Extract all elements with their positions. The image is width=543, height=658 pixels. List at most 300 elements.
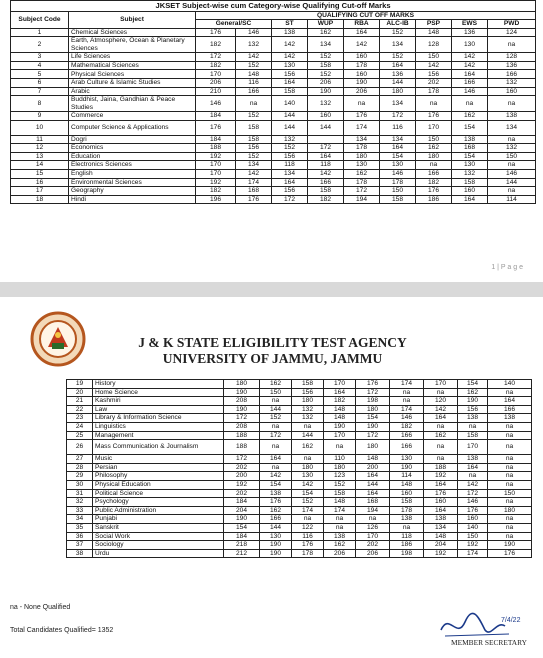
cutoff-mark-cell: 154	[380, 152, 416, 161]
cutoff-mark-cell: 182	[324, 397, 356, 406]
cutoff-mark-cell: 156	[272, 152, 308, 161]
cutoff-mark-cell: 136	[380, 70, 416, 79]
cutoff-mark-cell: na	[416, 161, 452, 170]
cutoff-mark-cell: 184	[224, 532, 260, 541]
cutoff-mark-cell: 202	[224, 463, 260, 472]
table-row	[11, 152, 536, 161]
cutoff-mark-cell: 170	[196, 161, 236, 170]
cutoff-mark-cell: 174	[292, 506, 324, 515]
subject-code-cell: 21	[67, 397, 93, 406]
subject-cell: Hindi	[69, 195, 196, 204]
cutoff-mark-cell: 134	[236, 161, 272, 170]
subject-cell: History	[93, 380, 224, 389]
table-row	[67, 455, 532, 464]
cutoff-mark-cell: 128	[488, 53, 536, 62]
cutoff-mark-cell: 176	[488, 549, 532, 558]
cutoff-mark-cell: 152	[292, 498, 324, 507]
cutoff-mark-cell: 144	[272, 120, 308, 135]
cutoff-mark-cell: 184	[196, 112, 236, 121]
cutoff-mark-cell: na	[488, 463, 532, 472]
cutoff-mark-cell: 130	[260, 532, 292, 541]
table-row	[67, 472, 532, 481]
header-category: WUP	[308, 20, 344, 28]
cutoff-mark-cell: 132	[236, 37, 272, 53]
cutoff-mark-cell: 150	[416, 135, 452, 144]
cutoff-mark-cell: 164	[424, 480, 458, 489]
cutoff-mark-cell: 120	[424, 397, 458, 406]
table-row	[67, 498, 532, 507]
cutoff-mark-cell: 180	[488, 506, 532, 515]
cutoff-mark-cell: 164	[452, 70, 488, 79]
cutoff-mark-cell: na	[260, 397, 292, 406]
cutoff-table-2	[66, 379, 532, 558]
subject-code-cell: 7	[11, 87, 69, 96]
cutoff-mark-cell: 150	[416, 53, 452, 62]
subject-cell: Mathematical Sciences	[69, 61, 196, 70]
table-row	[11, 169, 536, 178]
table-row	[11, 28, 536, 37]
cutoff-mark-cell: 182	[196, 187, 236, 196]
cutoff-mark-cell: 146	[452, 87, 488, 96]
cutoff-mark-cell: 150	[380, 187, 416, 196]
header-subject: Subject	[69, 12, 196, 29]
cutoff-mark-cell: 166	[390, 431, 424, 440]
cutoff-mark-cell: 152	[272, 144, 308, 153]
cutoff-mark-cell: 138	[488, 414, 532, 423]
subject-code-cell: 4	[11, 61, 69, 70]
cutoff-mark-cell: na	[344, 96, 380, 112]
cutoff-mark-cell: na	[292, 515, 324, 524]
cutoff-mark-cell: 190	[390, 463, 424, 472]
table-row	[11, 144, 536, 153]
subject-cell: Social Work	[93, 532, 224, 541]
cutoff-mark-cell: 152	[308, 53, 344, 62]
cutoff-mark-cell: 150	[260, 388, 292, 397]
cutoff-mark-cell: 170	[324, 380, 356, 389]
subject-code-cell: 18	[11, 195, 69, 204]
cutoff-mark-cell: 132	[452, 169, 488, 178]
cutoff-mark-cell: 138	[458, 455, 488, 464]
cutoff-mark-cell: 178	[380, 178, 416, 187]
cutoff-mark-cell: 142	[272, 53, 308, 62]
cutoff-mark-cell: 148	[324, 405, 356, 414]
subject-code-cell: 17	[11, 187, 69, 196]
cutoff-mark-cell: 128	[416, 37, 452, 53]
cutoff-mark-cell: 190	[260, 541, 292, 550]
cutoff-mark-cell: 182	[308, 195, 344, 204]
subject-cell: Chemical Sciences	[69, 28, 196, 37]
header-category: PSP	[416, 20, 452, 28]
cutoff-mark-cell: 138	[324, 532, 356, 541]
cutoff-mark-cell: 164	[488, 397, 532, 406]
cutoff-mark-cell: 130	[344, 161, 380, 170]
subject-code-cell: 23	[67, 414, 93, 423]
cutoff-mark-cell: 190	[356, 422, 390, 431]
cutoff-mark-cell: 198	[390, 549, 424, 558]
cutoff-mark-cell: 166	[236, 87, 272, 96]
cutoff-mark-cell: 146	[458, 498, 488, 507]
cutoff-mark-cell: 162	[424, 431, 458, 440]
cutoff-mark-cell: na	[458, 422, 488, 431]
cutoff-mark-cell: 176	[416, 112, 452, 121]
cutoff-mark-cell: 196	[196, 195, 236, 204]
cutoff-table-2-wrapper	[66, 379, 531, 558]
cutoff-mark-cell: 162	[458, 388, 488, 397]
cutoff-mark-cell	[308, 135, 344, 144]
cutoff-mark-cell: 188	[224, 431, 260, 440]
cutoff-mark-cell: 176	[458, 506, 488, 515]
cutoff-mark-cell: 130	[390, 455, 424, 464]
cutoff-mark-cell: 192	[196, 178, 236, 187]
header-category: ALC-IB	[380, 20, 416, 28]
subject-cell: Law	[93, 405, 224, 414]
cutoff-mark-cell: 160	[344, 53, 380, 62]
subject-code-cell: 27	[67, 455, 93, 464]
cutoff-mark-cell: 144	[260, 405, 292, 414]
cutoff-mark-cell: 166	[488, 70, 536, 79]
cutoff-mark-cell: 140	[458, 523, 488, 532]
table-row	[11, 53, 536, 62]
cutoff-mark-cell: na	[424, 422, 458, 431]
subject-code-cell: 33	[67, 506, 93, 515]
cutoff-mark-cell: 188	[424, 463, 458, 472]
cutoff-mark-cell: na	[488, 388, 532, 397]
cutoff-mark-cell: 180	[292, 397, 324, 406]
cutoff-mark-cell: 190	[324, 422, 356, 431]
subject-code-cell: 16	[11, 178, 69, 187]
cutoff-mark-cell: 142	[236, 169, 272, 178]
subject-cell: Geography	[69, 187, 196, 196]
cutoff-mark-cell: 146	[488, 169, 536, 178]
cutoff-mark-cell: 164	[344, 28, 380, 37]
cutoff-mark-cell: 142	[424, 405, 458, 414]
subject-cell: Earth, Atmosphere, Ocean & Planetary Sciences	[69, 37, 196, 53]
cutoff-mark-cell: 206	[324, 549, 356, 558]
cutoff-mark-cell: 144	[308, 120, 344, 135]
cutoff-mark-cell: 156	[236, 144, 272, 153]
cutoff-mark-cell: 164	[380, 144, 416, 153]
cutoff-mark-cell: 166	[308, 178, 344, 187]
cutoff-mark-cell: 162	[416, 144, 452, 153]
cutoff-mark-cell: 202	[416, 79, 452, 88]
cutoff-mark-cell: 174	[390, 405, 424, 414]
subject-code-cell: 10	[11, 120, 69, 135]
cutoff-mark-cell: na	[488, 515, 532, 524]
cutoff-mark-cell: 152	[236, 61, 272, 70]
cutoff-mark-cell: 138	[488, 112, 536, 121]
cutoff-mark-cell: 118	[308, 161, 344, 170]
cutoff-mark-cell: 136	[488, 61, 536, 70]
cutoff-mark-cell: 170	[196, 70, 236, 79]
cutoff-mark-cell: na	[488, 161, 536, 170]
cutoff-mark-cell: 148	[416, 28, 452, 37]
cutoff-mark-cell: 156	[272, 70, 308, 79]
cutoff-mark-cell: 162	[344, 169, 380, 178]
page-separator	[0, 282, 543, 297]
subject-code-cell: 36	[67, 532, 93, 541]
cutoff-mark-cell: 172	[356, 388, 390, 397]
cutoff-mark-cell: 138	[272, 28, 308, 37]
cutoff-mark-cell: 164	[324, 388, 356, 397]
cutoff-mark-cell: 166	[452, 79, 488, 88]
cutoff-mark-cell: 206	[356, 549, 390, 558]
cutoff-mark-cell: 116	[236, 79, 272, 88]
cutoff-mark-cell: 206	[308, 79, 344, 88]
subject-code-cell: 32	[67, 498, 93, 507]
cutoff-mark-cell: na	[488, 96, 536, 112]
subject-cell: Electronics Sciences	[69, 161, 196, 170]
cutoff-mark-cell: 162	[452, 112, 488, 121]
cutoff-mark-cell: 154	[356, 414, 390, 423]
cutoff-mark-cell: na	[424, 388, 458, 397]
cutoff-mark-cell: 140	[488, 380, 532, 389]
cutoff-mark-cell: 198	[356, 397, 390, 406]
cutoff-mark-cell: 142	[292, 480, 324, 489]
cutoff-mark-cell: 144	[260, 523, 292, 532]
cutoff-mark-cell: 160	[452, 187, 488, 196]
cutoff-mark-cell: 156	[292, 388, 324, 397]
results-page-2	[10, 297, 535, 658]
cutoff-mark-cell: 164	[380, 61, 416, 70]
total-candidates: Total Candidates Qualified= 1352	[10, 627, 114, 634]
university-name: UNIVERSITY OF JAMMU, JAMMU	[162, 351, 383, 366]
table-row	[67, 422, 532, 431]
cutoff-mark-cell: 154	[458, 380, 488, 389]
cutoff-mark-cell: 134	[380, 37, 416, 53]
cutoff-mark-cell: 192	[458, 541, 488, 550]
cutoff-mark-cell: na	[488, 135, 536, 144]
cutoff-mark-cell: na	[390, 397, 424, 406]
cutoff-mark-cell: 178	[344, 61, 380, 70]
cutoff-mark-cell: na	[292, 455, 324, 464]
table-row	[11, 37, 536, 53]
cutoff-mark-cell: 148	[324, 414, 356, 423]
cutoff-mark-cell: 152	[380, 28, 416, 37]
cutoff-mark-cell: 146	[196, 96, 236, 112]
cutoff-mark-cell: 170	[458, 440, 488, 455]
cutoff-mark-cell: 182	[196, 37, 236, 53]
subject-code-cell: 28	[67, 463, 93, 472]
cutoff-mark-cell: 206	[196, 79, 236, 88]
cutoff-mark-cell: 118	[272, 161, 308, 170]
subject-cell: Persian	[93, 463, 224, 472]
cutoff-mark-cell: 192	[196, 152, 236, 161]
subject-cell: Arab Culture & Islamic Studies	[69, 79, 196, 88]
cutoff-mark-cell: 190	[224, 515, 260, 524]
cutoff-mark-cell: 178	[390, 506, 424, 515]
subject-cell: Environmental Sciences	[69, 178, 196, 187]
cutoff-mark-cell: 192	[424, 472, 458, 481]
cutoff-mark-cell: 156	[416, 70, 452, 79]
subject-cell: Arabic	[69, 87, 196, 96]
cutoff-mark-cell: 190	[224, 405, 260, 414]
table-row	[67, 405, 532, 414]
table-row	[11, 195, 536, 204]
cutoff-mark-cell: na	[488, 480, 532, 489]
table-row	[67, 480, 532, 489]
subject-cell: Library & Information Science	[93, 414, 224, 423]
subject-cell: Computer Science & Applications	[69, 120, 196, 135]
cutoff-mark-cell: 138	[458, 414, 488, 423]
cutoff-mark-cell: 116	[292, 532, 324, 541]
subject-cell: Public Administration	[93, 506, 224, 515]
cutoff-mark-cell: 174	[458, 549, 488, 558]
cutoff-mark-cell: na	[356, 515, 390, 524]
cutoff-mark-cell: 190	[308, 87, 344, 96]
cutoff-mark-cell: 160	[488, 87, 536, 96]
subject-code-cell: 19	[67, 380, 93, 389]
cutoff-mark-cell: 148	[324, 498, 356, 507]
cutoff-mark-cell: 132	[292, 405, 324, 414]
cutoff-mark-cell: 162	[260, 380, 292, 389]
cutoff-mark-cell: 174	[390, 380, 424, 389]
cutoff-mark-cell: 144	[356, 480, 390, 489]
subject-code-cell: 31	[67, 489, 93, 498]
cutoff-mark-cell: 174	[236, 178, 272, 187]
subject-cell: Physical Sciences	[69, 70, 196, 79]
cutoff-mark-cell: 168	[236, 187, 272, 196]
cutoff-mark-cell: 132	[488, 79, 536, 88]
table-row	[11, 161, 536, 170]
cutoff-mark-cell: 136	[452, 28, 488, 37]
cutoff-mark-cell: 194	[356, 506, 390, 515]
cutoff-mark-cell: 180	[416, 152, 452, 161]
subject-code-cell: 8	[11, 96, 69, 112]
subject-code-cell: 14	[11, 161, 69, 170]
cutoff-mark-cell: 142	[344, 37, 380, 53]
cutoff-mark-cell: 150	[488, 489, 532, 498]
cutoff-mark-cell: 152	[260, 414, 292, 423]
cutoff-mark-cell: 166	[488, 405, 532, 414]
cutoff-mark-cell: 142	[452, 53, 488, 62]
cutoff-mark-cell: 162	[292, 440, 324, 455]
cutoff-mark-cell: 160	[424, 498, 458, 507]
cutoff-mark-cell: 208	[224, 397, 260, 406]
cutoff-mark-cell: 142	[272, 37, 308, 53]
cutoff-mark-cell: 126	[356, 523, 390, 532]
cutoff-mark-cell: 142	[308, 169, 344, 178]
cutoff-mark-cell: 158	[452, 178, 488, 187]
cutoff-mark-cell: 178	[292, 549, 324, 558]
cutoff-mark-cell: 146	[390, 414, 424, 423]
cutoff-mark-cell: 176	[260, 498, 292, 507]
cutoff-mark-cell: 164	[424, 414, 458, 423]
cutoff-mark-cell: 160	[308, 112, 344, 121]
cutoff-mark-cell: 186	[390, 541, 424, 550]
cutoff-mark-cell: 160	[344, 70, 380, 79]
cutoff-mark-cell: 170	[416, 120, 452, 135]
cutoff-mark-cell: na	[390, 523, 424, 532]
cutoff-mark-cell: 176	[356, 380, 390, 389]
cutoff-mark-cell: 212	[224, 549, 260, 558]
cutoff-mark-cell: na	[424, 440, 458, 455]
cutoff-mark-cell: 158	[308, 187, 344, 196]
table-row	[67, 506, 532, 515]
cutoff-mark-cell: 176	[292, 541, 324, 550]
cutoff-mark-cell: 184	[224, 498, 260, 507]
cutoff-mark-cell: 190	[344, 79, 380, 88]
cutoff-mark-cell: 218	[224, 541, 260, 550]
cutoff-mark-cell: 190	[260, 549, 292, 558]
cutoff-mark-cell: 168	[452, 144, 488, 153]
table-row	[67, 463, 532, 472]
cutoff-mark-cell: 146	[236, 28, 272, 37]
cutoff-mark-cell: na	[452, 96, 488, 112]
header-category: EWS	[452, 20, 488, 28]
cutoff-mark-cell: na	[488, 472, 532, 481]
subject-code-cell: 1	[11, 28, 69, 37]
cutoff-mark-cell: 176	[344, 112, 380, 121]
cutoff-mark-cell: 154	[292, 489, 324, 498]
cutoff-mark-cell: 124	[488, 28, 536, 37]
table-row	[11, 120, 536, 135]
cutoff-mark-cell: 192	[224, 480, 260, 489]
cutoff-mark-cell: 154	[224, 523, 260, 532]
subject-code-cell: 24	[67, 422, 93, 431]
table-row	[67, 515, 532, 524]
cutoff-mark-cell: 110	[324, 455, 356, 464]
cutoff-mark-cell: 164	[458, 463, 488, 472]
table-row	[67, 380, 532, 389]
cutoff-mark-cell: na	[390, 388, 424, 397]
subject-code-cell: 38	[67, 549, 93, 558]
cutoff-mark-cell: 148	[236, 70, 272, 79]
cutoff-mark-cell: 170	[356, 532, 390, 541]
cutoff-mark-cell: 158	[308, 61, 344, 70]
cutoff-mark-cell: 166	[416, 169, 452, 178]
results-page-1	[10, 0, 535, 282]
cutoff-mark-cell: na	[488, 498, 532, 507]
cutoff-mark-cell: 152	[236, 112, 272, 121]
cutoff-mark-cell: 176	[196, 120, 236, 135]
cutoff-mark-cell: 192	[424, 549, 458, 558]
cutoff-mark-cell: na	[260, 440, 292, 455]
table-row	[67, 397, 532, 406]
subject-code-cell: 30	[67, 480, 93, 489]
cutoff-mark-cell: 142	[236, 53, 272, 62]
cutoff-mark-cell: na	[488, 523, 532, 532]
cutoff-mark-cell: 158	[236, 120, 272, 135]
cutoff-mark-cell: 114	[390, 472, 424, 481]
page-number: 1 | P a g e	[491, 264, 523, 271]
subject-cell: Commerce	[69, 112, 196, 121]
table-row	[11, 61, 536, 70]
cutoff-mark-cell: 202	[356, 541, 390, 550]
cutoff-mark-cell: 156	[272, 187, 308, 196]
cutoff-mark-cell: 134	[488, 120, 536, 135]
cutoff-mark-cell: na	[488, 532, 532, 541]
table-row	[67, 532, 532, 541]
member-secretary-label: MEMBER SECRETARY	[451, 638, 527, 647]
cutoff-mark-cell: 130	[452, 37, 488, 53]
cutoff-mark-cell: 123	[324, 472, 356, 481]
cutoff-mark-cell: 168	[356, 498, 390, 507]
table-row	[11, 112, 536, 121]
subject-cell: Urdu	[93, 549, 224, 558]
cutoff-mark-cell: 152	[380, 53, 416, 62]
subject-cell: Education	[69, 152, 196, 161]
cutoff-mark-cell: 202	[224, 489, 260, 498]
subject-cell: Dogri	[69, 135, 196, 144]
cutoff-mark-cell: 180	[380, 87, 416, 96]
cutoff-mark-cell: 138	[260, 489, 292, 498]
cutoff-mark-cell: 172	[380, 112, 416, 121]
table-row	[11, 178, 536, 187]
cutoff-mark-cell: 138	[390, 515, 424, 524]
table-row	[11, 79, 536, 88]
cutoff-mark-cell: 204	[424, 541, 458, 550]
subject-code-cell: 2	[11, 37, 69, 53]
